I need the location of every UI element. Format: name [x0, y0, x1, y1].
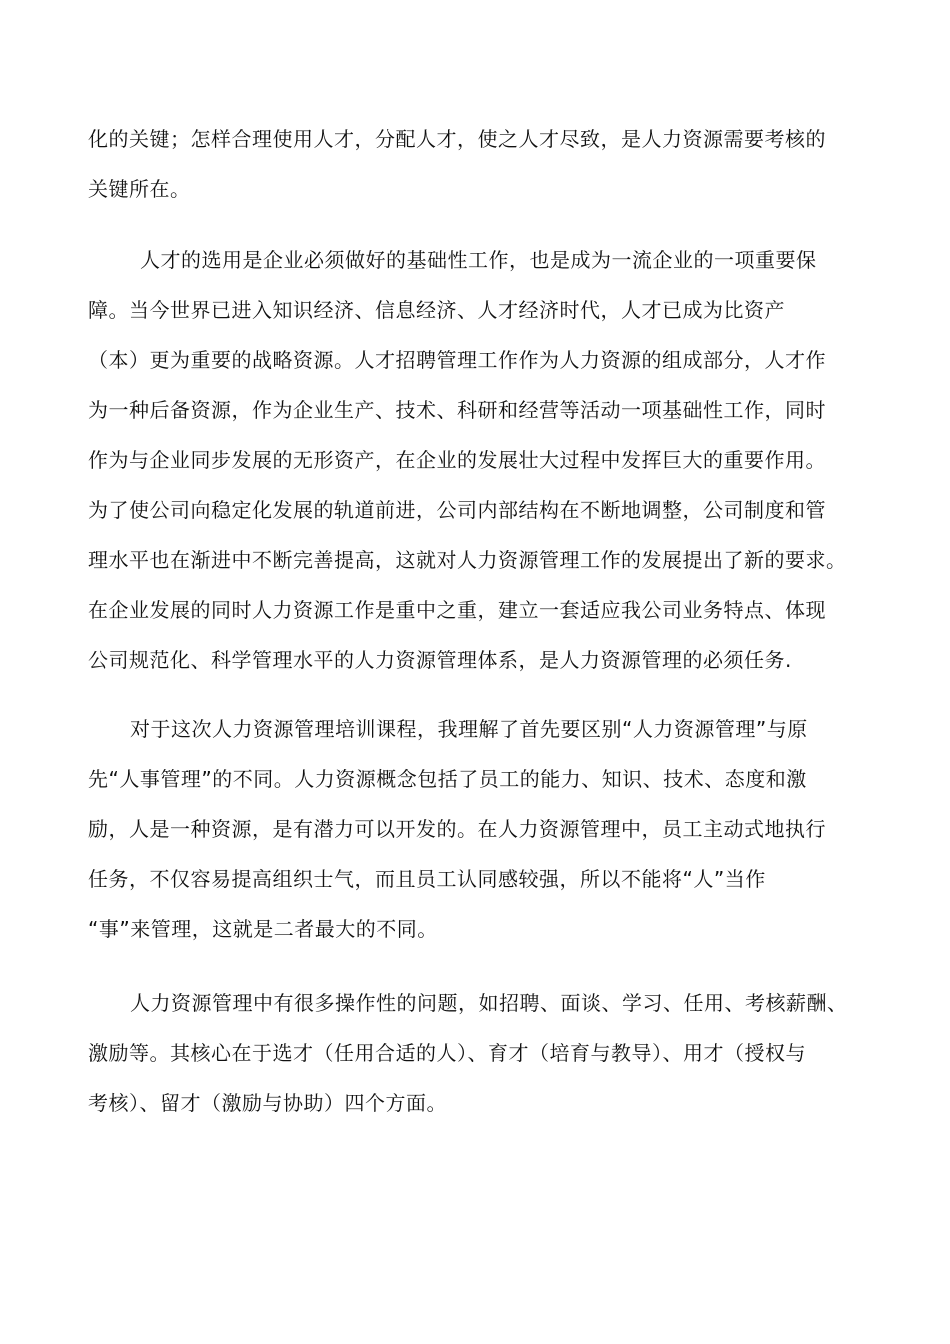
paragraph-line: 励，人是一种资源，是有潜力可以开发的。在人力资源管理中，员工主动式地执行 [88, 817, 826, 841]
paragraph-line: 关键所在。 [88, 177, 191, 201]
paragraph-line: 对于这次人力资源管理培训课程，我理解了首先要区别“人力资源管理”与原 [130, 717, 808, 741]
paragraph-line: 任务，不仅容易提高组织士气，而且员工认同感较强，所以不能将“人”当作 [88, 867, 766, 891]
paragraph-line: （本）更为重要的战略资源。人才招聘管理工作作为人力资源的组成部分，人才作 [88, 348, 826, 372]
paragraph-line: 公司规范化、科学管理水平的人力资源管理体系，是人力资源管理的必须任务. [88, 648, 792, 672]
paragraph-line: 作为与企业同步发展的无形资产，在企业的发展壮大过程中发挥巨大的重要作用。 [88, 448, 826, 472]
paragraph-line: 为了使公司向稳定化发展的轨道前进，公司内部结构在不断地调整，公司制度和管 [88, 498, 826, 522]
paragraph-line: 激励等。其核心在于选才（任用合适的人）、育才（培育与教导）、用才（授权与 [88, 1041, 806, 1065]
paragraph-line: “事”来管理，这就是二者最大的不同。 [88, 917, 438, 941]
paragraph-line: 先“人事管理”的不同。人力资源概念包括了员工的能力、知识、技术、态度和激 [88, 767, 807, 791]
paragraph-line: 为一种后备资源，作为企业生产、技术、科研和经营等活动一项基础性工作，同时 [88, 398, 826, 422]
paragraph-line: 化的关键；怎样合理使用人才，分配人才，使之人才尽致，是人力资源需要考核的 [88, 127, 826, 151]
paragraph-line: 人力资源管理中有很多操作性的问题，如招聘、面谈、学习、任用、考核薪酬、 [130, 991, 848, 1015]
paragraph-line: 在企业发展的同时人力资源工作是重中之重，建立一套适应我公司业务特点、体现 [88, 598, 826, 622]
paragraph-line: 人才的选用是企业必须做好的基础性工作，也是成为一流企业的一项重要保 [140, 248, 817, 272]
paragraph-line: 理水平也在渐进中不断完善提高，这就对人力资源管理工作的发展提出了新的要求。 [88, 548, 847, 572]
paragraph-line: 障。当今世界已进入知识经济、信息经济、人才经济时代，人才已成为比资产 [88, 298, 785, 322]
paragraph-line: 考核）、留才（激励与协助）四个方面。 [88, 1091, 447, 1115]
